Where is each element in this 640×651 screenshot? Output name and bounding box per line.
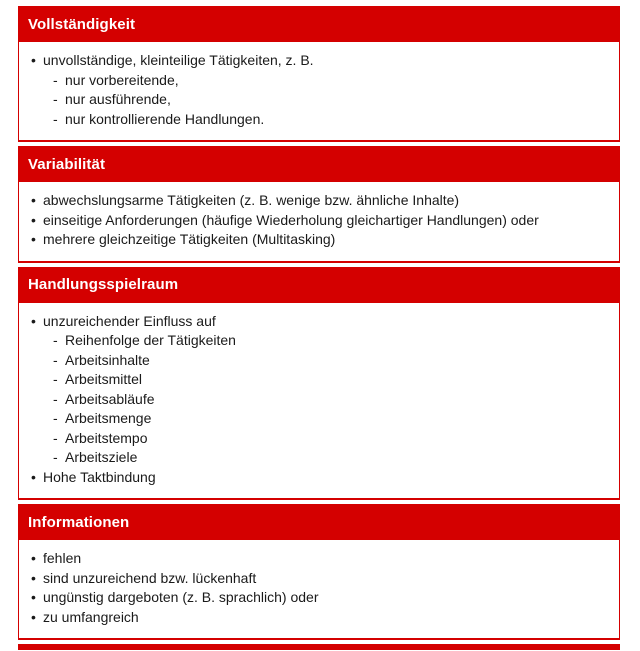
list-item-text: einseitige Anforderungen (häufige Wiederholung gleichartiger Handlungen) oder [43,211,539,228]
list-item [19,90,611,110]
bullet-marker: • [31,312,36,329]
bullet-marker: • [31,589,36,605]
list-item [19,331,611,351]
bullet-marker: • [31,569,36,586]
section-body [18,182,620,263]
truncated-next-section-bar [18,644,620,650]
list-item [19,312,611,332]
bullet-marker: • [31,211,36,228]
section-body [18,540,620,640]
list-item-text: Arbeitsmittel [65,371,143,387]
section-title: Variabilität [28,155,106,173]
list-item-text: Arbeitsabläufe [65,390,155,407]
section-body [18,303,620,501]
list-item [19,608,611,628]
list-item-text: ungünstig dargeboten (z. B. sprachlich) oder [43,589,319,605]
bullet-marker: • [31,608,36,625]
list-item [19,191,611,211]
section-header-bar [18,504,620,540]
bullet-marker: • [31,231,36,247]
list-item-text: Arbeitsmenge [65,410,152,426]
section-header-bar [18,267,620,303]
list-item [19,230,611,250]
list-item-text: Reihenfolge der Tätigkeiten [65,332,236,348]
dash-marker: - [53,71,58,88]
list-item-text: nur kontrollierende Handlungen. [65,110,265,127]
list-item-text: unvollständige, kleinteilige Tätigkeiten, z. B. [43,52,314,68]
list-item-text: Arbeitsziele [65,449,138,465]
dash-marker: - [53,91,58,107]
list-item [19,370,611,390]
dash-marker: - [53,410,58,426]
list-item-text: nur vorbereitende, [65,71,179,88]
section-informationen [18,504,620,640]
list-item-text: Hohe Taktbindung [43,468,156,485]
dash-marker: - [53,332,58,348]
section-header-bar [18,6,620,42]
list-item-text: sind unzureichend bzw. lückenhaft [43,569,257,586]
list-item-text: abwechslungsarme Tätigkeiten (z. B. wenige bzw. ähnliche Inhalte) [43,192,460,208]
section-title: Handlungsspielraum [28,276,179,293]
list-item [19,588,611,608]
list-item-text: Arbeitstempo [65,429,148,446]
list-item-text: fehlen [43,550,82,566]
document-page [18,6,620,650]
dash-marker: - [53,390,58,407]
list-item [19,351,611,371]
list-item [19,211,611,231]
dash-marker: - [53,110,58,127]
list-item-text: Arbeitsinhalte [65,351,150,368]
list-item [19,71,611,91]
list-item-text: mehrere gleichzeitige Tätigkeiten (Multitasking) [43,231,336,247]
section-handlungsspielraum [18,267,620,501]
list-item-text: zu umfangreich [43,608,139,625]
list-item [19,110,611,130]
dash-marker: - [53,429,58,446]
bullet-marker: • [31,192,36,208]
section-body [18,42,620,142]
section-variabilitaet [18,146,620,263]
section-title: Informationen [28,513,130,531]
section-header-bar [18,146,620,182]
dash-marker: - [53,371,58,387]
list-item [19,549,611,569]
bullet-marker: • [31,52,36,68]
list-item [19,51,611,71]
section-title: Vollständigkeit [28,15,136,33]
list-item [19,569,611,589]
list-item [19,448,611,468]
bullet-marker: • [31,468,36,485]
dash-marker: - [53,351,58,368]
list-item [19,429,611,449]
list-item-text: unzureichender Einfluss auf [43,312,216,329]
bullet-marker: • [31,550,36,566]
dash-marker: - [53,449,58,465]
list-item [19,390,611,410]
list-item [19,468,611,488]
list-item-text: nur ausführende, [65,91,171,107]
section-vollstaendigkeit [18,6,620,142]
list-item [19,409,611,429]
